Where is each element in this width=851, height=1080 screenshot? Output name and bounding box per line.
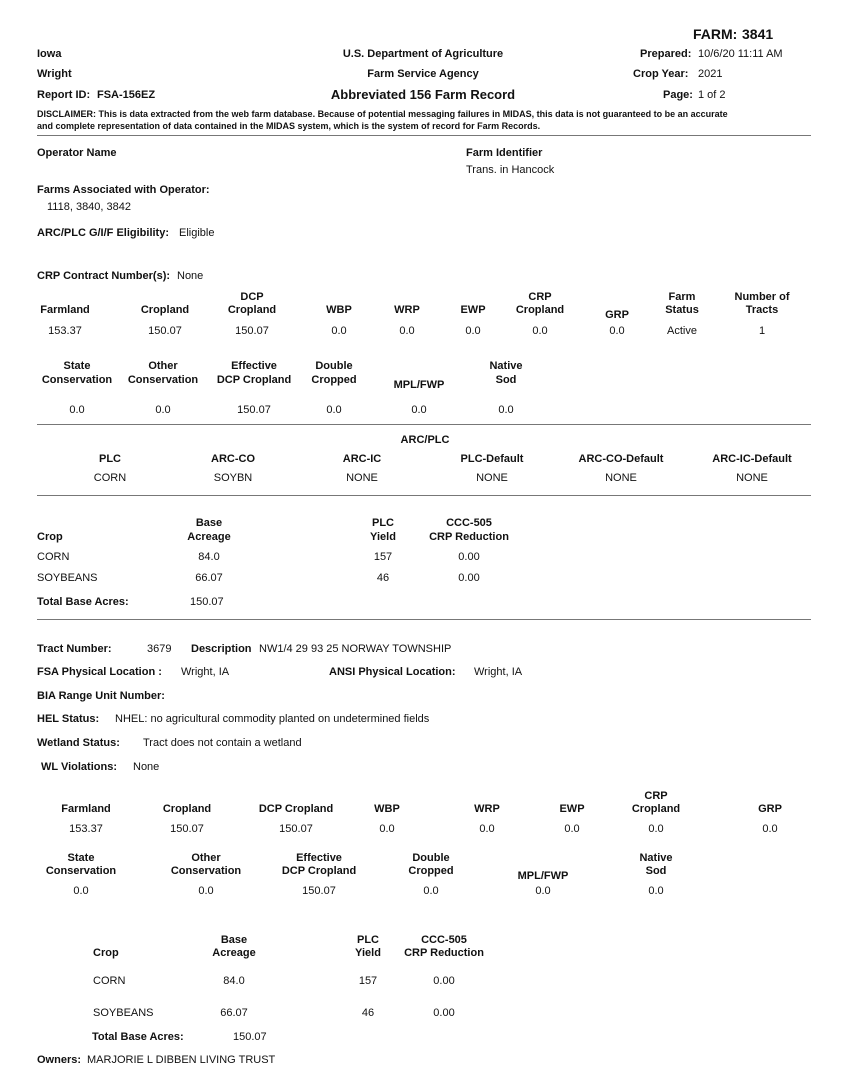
- number: 3679: [147, 643, 172, 655]
- owners-label: Owners:: [37, 1054, 82, 1066]
- cell-value: 150.07: [170, 823, 204, 835]
- cell-value: 0.0: [155, 404, 171, 416]
- dept: U.S. Department of Agriculture: [342, 48, 504, 60]
- crp: None: [177, 270, 204, 282]
- cell-value: 84.0: [223, 975, 245, 987]
- column-header: Conservation: [170, 865, 242, 877]
- column-header: CRP: [528, 291, 552, 303]
- divider: [37, 424, 811, 425]
- cell-value: 66.07: [220, 1007, 248, 1019]
- crop-name: SOYBEANS: [93, 1007, 154, 1019]
- cell-value: 0.0: [648, 885, 664, 897]
- crop-name: CORN: [93, 975, 126, 987]
- column-header: GRP: [605, 309, 629, 321]
- cell-value: 0.0: [198, 885, 214, 897]
- column-header: EWP: [460, 304, 486, 316]
- cell-value: 0.0: [648, 823, 664, 835]
- desc-label: Description: [191, 643, 252, 655]
- column-header: Number of: [734, 291, 790, 303]
- report-id-label: Report ID:: [37, 89, 91, 101]
- column-header: CRP Reduction: [404, 947, 484, 959]
- column-header: Cropland: [227, 304, 277, 316]
- cell-value: 153.37: [48, 325, 82, 337]
- column-header: WBP: [326, 304, 352, 316]
- column-header: Sod: [495, 374, 517, 386]
- column-header: WBP: [374, 803, 400, 815]
- cell-value: 0.0: [399, 325, 415, 337]
- column-header: Double: [315, 360, 353, 372]
- column-header: Base: [195, 517, 223, 529]
- prepared: 10/6/20 11:11 AM: [698, 48, 783, 60]
- cell-value: 0.0: [326, 404, 342, 416]
- associated: 1118, 3840, 3842: [47, 201, 132, 213]
- column-header: Native: [639, 852, 673, 864]
- column-header: Crop: [93, 947, 119, 959]
- cell-value: 0.00: [458, 572, 480, 584]
- farm-label: FARM:: [693, 26, 738, 42]
- column-header: WRP: [394, 304, 420, 316]
- cell-value: 0.00: [433, 1007, 455, 1019]
- county: Wright: [37, 68, 72, 80]
- column-header: PLC-Default: [460, 453, 524, 465]
- ansi-loc-label: ANSI Physical Location:: [329, 666, 456, 678]
- cell-value: SOYBN: [213, 472, 253, 484]
- column-header: MPL/FWP: [393, 379, 445, 391]
- column-header: Cropland: [162, 803, 212, 815]
- column-header: PLC: [99, 453, 121, 465]
- column-header: State: [67, 852, 95, 864]
- column-header: Acreage: [212, 947, 256, 959]
- column-header: DCP: [240, 291, 264, 303]
- wetland: Tract does not contain a wetland: [143, 737, 302, 749]
- disclaimer-1: DISCLAIMER: This is data extracted from the web farm database. Because of potential messaging failures in MIDAS, this data is not guaranteed to be an accurate: [37, 108, 728, 119]
- ansi-loc: Wright, IA: [474, 666, 523, 678]
- divider: [37, 495, 811, 496]
- column-header: Base: [220, 934, 248, 946]
- cell-value: 0.0: [564, 823, 580, 835]
- cell-value: 0.0: [498, 404, 514, 416]
- disclaimer-2: and complete representation of data contained in the MIDAS system, which is the system of record for Farm Records.: [37, 120, 541, 131]
- desc: NW1/4 29 93 25 NORWAY TOWNSHIP: [259, 643, 452, 655]
- owners: MARJORIE L DIBBEN LIVING TRUST: [87, 1054, 276, 1066]
- column-header: Conservation: [41, 374, 113, 386]
- arcplc-elig: Eligible: [179, 227, 215, 239]
- cell-value: 150.07: [302, 885, 336, 897]
- state: Iowa: [37, 48, 62, 60]
- column-header: Effective: [296, 852, 342, 864]
- column-header: Yield: [355, 947, 381, 959]
- wl: None: [133, 761, 160, 773]
- column-header: CCC-505: [446, 517, 492, 529]
- column-header: EWP: [559, 803, 585, 815]
- column-header: DCP Cropland: [258, 803, 334, 815]
- column-header: Conservation: [45, 865, 117, 877]
- cell-value: 0.0: [532, 325, 548, 337]
- associated-label: Farms Associated with Operator:: [37, 184, 210, 196]
- total-label: Total Base Acres:: [37, 596, 129, 608]
- cell-value: NONE: [605, 472, 637, 484]
- total-label: Total Base Acres:: [92, 1031, 184, 1043]
- total-base-acres: 150.07: [233, 1031, 267, 1043]
- column-header: Double: [412, 852, 450, 864]
- crop-year: 2021: [698, 68, 723, 80]
- cell-value: NONE: [346, 472, 378, 484]
- cell-value: 0.0: [423, 885, 439, 897]
- column-header: Other: [191, 852, 221, 864]
- cell-value: 0.0: [411, 404, 427, 416]
- column-header: PLC: [357, 934, 379, 946]
- cell-value: 0.0: [479, 823, 495, 835]
- prepared-label: Prepared:: [640, 48, 692, 60]
- column-header: Cropped: [408, 865, 454, 877]
- title: Abbreviated 156 Farm Record: [330, 86, 516, 102]
- cell-value: 0.0: [331, 325, 347, 337]
- column-header: Conservation: [127, 374, 199, 386]
- column-header: CRP Reduction: [429, 531, 509, 543]
- column-header: ARC-IC-Default: [712, 453, 792, 465]
- column-header: Cropland: [140, 304, 190, 316]
- column-header: State: [63, 360, 91, 372]
- fsa-loc-label: FSA Physical Location :: [37, 666, 162, 678]
- total-base-acres: 150.07: [190, 596, 224, 608]
- cell-value: 0.00: [433, 975, 455, 987]
- column-header: CCC-505: [421, 934, 467, 946]
- cell-value: 157: [373, 551, 393, 563]
- cell-value: 0.0: [379, 823, 395, 835]
- cell-value: Active: [667, 325, 697, 337]
- cell-value: 153.37: [69, 823, 103, 835]
- divider: [37, 619, 811, 620]
- hel-label: HEL Status:: [37, 713, 100, 725]
- cell-value: 0.0: [465, 325, 481, 337]
- page-label: Page:: [663, 89, 693, 101]
- cell-value: 150.07: [237, 404, 271, 416]
- column-header: DCP Cropland: [281, 865, 357, 877]
- identifier: Trans. in Hancock: [466, 164, 555, 176]
- column-header: Farmland: [61, 803, 111, 815]
- column-header: Crop: [37, 531, 63, 543]
- cell-value: 0.0: [535, 885, 551, 897]
- column-header: ARC-IC: [342, 453, 382, 465]
- cell-value: 0.0: [73, 885, 89, 897]
- column-header: DCP Cropland: [216, 374, 292, 386]
- crop-name: SOYBEANS: [37, 572, 98, 584]
- bia-label: BIA Range Unit Number:: [37, 690, 165, 702]
- cell-value: 150.07: [279, 823, 313, 835]
- column-header: Cropped: [311, 374, 357, 386]
- cell-value: 0.0: [69, 404, 85, 416]
- column-header: Yield: [370, 531, 396, 543]
- column-header: Cropland: [631, 803, 681, 815]
- column-header: ARC-CO-Default: [578, 453, 664, 465]
- column-header: Native: [489, 360, 523, 372]
- wetland-label: Wetland Status:: [37, 737, 120, 749]
- agency: Farm Service Agency: [367, 68, 479, 80]
- operator-label: Operator Name: [37, 147, 117, 159]
- cell-value: 0.00: [458, 551, 480, 563]
- column-header: Farm: [668, 291, 696, 303]
- column-header: Acreage: [187, 531, 231, 543]
- cell-value: 150.07: [148, 325, 182, 337]
- title: ARC/PLC: [400, 434, 450, 446]
- crop-name: CORN: [37, 551, 70, 563]
- hel: NHEL: no agricultural commodity planted on undetermined fields: [115, 713, 430, 725]
- arcplc-elig-label: ARC/PLC G/I/F Eligibility:: [37, 227, 169, 239]
- fsa-loc: Wright, IA: [181, 666, 230, 678]
- cell-value: CORN: [93, 472, 127, 484]
- cell-value: 66.07: [195, 572, 223, 584]
- cell-value: 157: [358, 975, 378, 987]
- cell-value: 150.07: [235, 325, 269, 337]
- crp-label: CRP Contract Number(s):: [37, 270, 171, 282]
- farm-number: 3841: [742, 26, 774, 42]
- column-header: Tracts: [745, 304, 779, 316]
- cell-value: NONE: [736, 472, 768, 484]
- column-header: Farmland: [40, 304, 90, 316]
- column-header: Other: [148, 360, 178, 372]
- column-header: MPL/FWP: [517, 870, 569, 882]
- identifier-label: Farm Identifier: [466, 147, 543, 159]
- cell-value: 0.0: [609, 325, 625, 337]
- cell-value: 46: [361, 1007, 375, 1019]
- divider: [37, 135, 811, 136]
- wl-label: WL Violations:: [41, 761, 117, 773]
- page: 1 of 2: [698, 89, 726, 101]
- cell-value: 46: [376, 572, 390, 584]
- column-header: PLC: [372, 517, 394, 529]
- column-header: GRP: [758, 803, 782, 815]
- cell-value: NONE: [476, 472, 508, 484]
- column-header: ARC-CO: [211, 453, 255, 465]
- cell-value: 1: [758, 325, 766, 337]
- column-header: Status: [665, 304, 699, 316]
- column-header: Sod: [645, 865, 667, 877]
- cell-value: 84.0: [198, 551, 220, 563]
- column-header: Cropland: [515, 304, 565, 316]
- column-header: WRP: [474, 803, 500, 815]
- column-header: CRP: [644, 790, 668, 802]
- crop-year-label: Crop Year:: [633, 68, 689, 80]
- number-label: Tract Number:: [37, 643, 112, 655]
- cell-value: 0.0: [762, 823, 778, 835]
- report-id: FSA-156EZ: [97, 89, 156, 101]
- column-header: Effective: [231, 360, 277, 372]
